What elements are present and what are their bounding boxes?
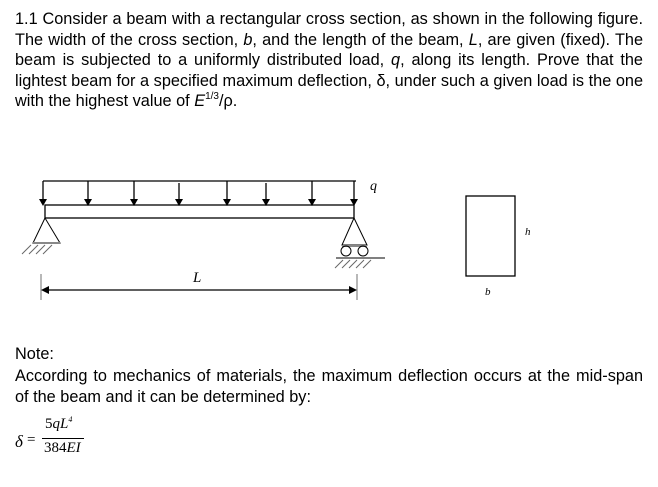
var-E: E xyxy=(194,92,206,110)
numerator-coef: 5 xyxy=(45,416,53,432)
denominator-coef: 384 xyxy=(44,440,67,456)
formula-numerator xyxy=(45,416,72,433)
distributed-load xyxy=(39,181,358,206)
height-label: h xyxy=(525,226,531,238)
problem-text-3: , are given (fixed). The beam is subjected to a uniformly distributed load, xyxy=(15,30,643,69)
numerator-exp: 4 xyxy=(68,415,73,424)
var-b: b xyxy=(243,30,253,49)
var-L: L xyxy=(468,30,478,49)
load-arrows xyxy=(39,181,358,206)
width-label: b xyxy=(485,286,491,298)
problem-text-1: 1.1 Consider a beam with a rectangular cross section, as shown in the following figure. The width of the cross section, xyxy=(15,10,643,49)
pin-support xyxy=(22,218,60,254)
formula-lhs: δ xyxy=(15,432,23,451)
exponent: 1/3 xyxy=(205,91,219,102)
beam-figure xyxy=(0,160,658,310)
beam xyxy=(45,205,354,218)
fraction-bar xyxy=(42,438,84,439)
problem-text-2: , and the length of the beam, xyxy=(252,30,469,49)
note-body: According to mechanics of materials, the maximum deflection occurs at the mid-span of the beam and it can be determined by: xyxy=(15,367,643,406)
formula-equals: = xyxy=(27,432,36,448)
problem-text-5: /ρ. xyxy=(219,92,238,110)
denominator-vars: EI xyxy=(66,440,81,456)
load-label: q xyxy=(370,179,377,194)
numerator-vars: qL xyxy=(52,416,69,432)
formula-denominator xyxy=(44,440,81,457)
span-label: L xyxy=(193,270,202,286)
var-q: q xyxy=(391,51,401,69)
roller-support xyxy=(335,218,385,268)
problem-statement xyxy=(15,9,643,112)
problem-text-4: , along its length. Prove that the lightest beam for a specified maximum deflection, δ, under such a given load is the one with the highest value of xyxy=(15,51,643,110)
note-label: Note: xyxy=(15,345,54,363)
cross-section xyxy=(466,196,515,276)
